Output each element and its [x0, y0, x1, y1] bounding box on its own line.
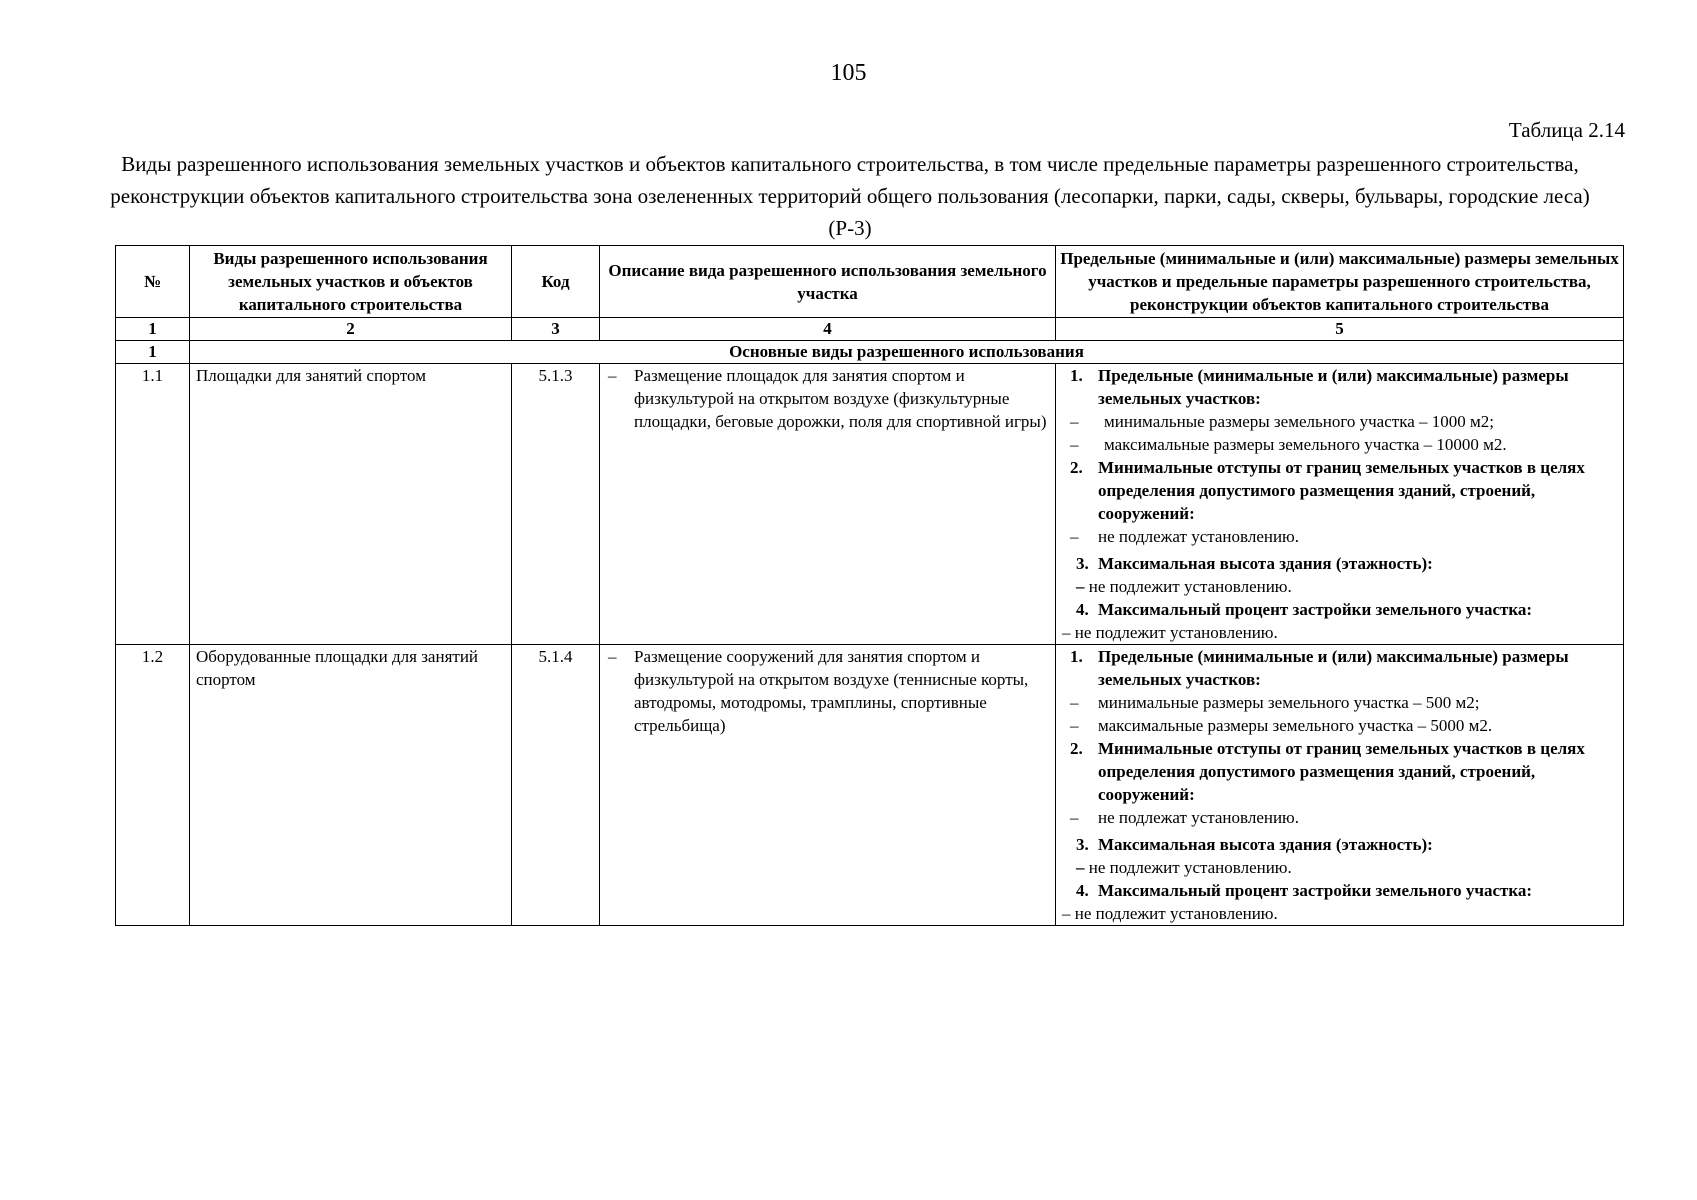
row-number: 1.1	[116, 364, 190, 645]
dash-marker: –	[1070, 435, 1079, 454]
param-value: не подлежит установлению.	[1074, 623, 1278, 642]
header-params: Предельные (минимальные и (или) максимальные) размеры земельных участков и предельные параметры разрешенного строительства, реконструкции объектов капитального строительства	[1056, 246, 1624, 318]
param-title: Предельные (минимальные и (или) максимальные) размеры земельных участков:	[1098, 647, 1569, 689]
param-title: Максимальный процент застройки земельного участка:	[1098, 881, 1533, 900]
column-number: 5	[1056, 318, 1624, 341]
dash-marker: –	[1076, 577, 1085, 596]
dash-marker: –	[1070, 693, 1079, 712]
param-min-size: минимальные размеры земельного участка – 500 м2;	[1098, 693, 1480, 712]
row-description: Размещение сооружений для занятия спортом и физкультурой на открытом воздухе (теннисные корты, автодромы, мотодромы, трамплины, спортивные стрельбища)	[634, 647, 1029, 735]
header-code: Код	[512, 246, 600, 318]
row-params-cell	[1056, 645, 1624, 926]
param-number: 3.	[1076, 835, 1089, 854]
row-number: 1.2	[116, 645, 190, 926]
section-number: 1	[116, 341, 190, 364]
row-params-cell	[1056, 364, 1624, 645]
zoning-table	[115, 245, 1624, 926]
row-description-cell	[600, 364, 1056, 645]
param-value: не подлежат установлению.	[1098, 808, 1300, 827]
param-title: Максимальная высота здания (этажность):	[1098, 554, 1433, 573]
dash-marker: –	[1070, 808, 1079, 827]
table-caption: Таблица 2.14	[1508, 118, 1625, 142]
table-row	[116, 364, 1624, 645]
param-number: 1.	[1070, 647, 1083, 666]
param-title: Предельные (минимальные и (или) максимальные) размеры земельных участков:	[1098, 366, 1569, 408]
param-number: 4.	[1076, 600, 1089, 619]
header-num: №	[116, 246, 190, 318]
row-code: 5.1.4	[512, 645, 600, 926]
param-max-size: максимальные размеры земельного участка – 10000 м2.	[1104, 435, 1507, 454]
header-types: Виды разрешенного использования земельных участков и объектов капитального строительства	[190, 246, 512, 318]
dash-marker: –	[1070, 527, 1079, 546]
dash-marker: –	[1070, 716, 1079, 735]
param-number: 1.	[1070, 366, 1083, 385]
param-number: 2.	[1070, 739, 1083, 758]
dash-marker: –	[608, 366, 617, 385]
param-title: Минимальные отступы от границ земельных участков в целях определения допустимого размещения зданий, строений, сооружений:	[1098, 458, 1585, 523]
column-number: 2	[190, 318, 512, 341]
row-code: 5.1.3	[512, 364, 600, 645]
column-number: 3	[512, 318, 600, 341]
dash-marker: –	[1062, 623, 1071, 642]
section-row	[116, 341, 1624, 364]
row-type: Площадки для занятий спортом	[190, 364, 512, 645]
row-type: Оборудованные площадки для занятий спортом	[190, 645, 512, 926]
param-title: Максимальная высота здания (этажность):	[1098, 835, 1433, 854]
header-row	[116, 246, 1624, 318]
dash-marker: –	[1076, 858, 1085, 877]
param-number: 4.	[1076, 881, 1089, 900]
table-row	[116, 645, 1624, 926]
section-title: Основные виды разрешенного использования	[190, 341, 1624, 364]
param-min-size: минимальные размеры земельного участка – 1000 м2;	[1104, 412, 1494, 431]
row-description-cell	[600, 645, 1056, 926]
param-number: 2.	[1070, 458, 1083, 477]
param-value: не подлежит установлению.	[1074, 904, 1278, 923]
param-title: Минимальные отступы от границ земельных участков в целях определения допустимого размещения зданий, строений, сооружений:	[1098, 739, 1585, 804]
column-number: 1	[116, 318, 190, 341]
param-max-size: максимальные размеры земельного участка – 5000 м2.	[1098, 716, 1493, 735]
header-description: Описание вида разрешенного использования земельного участка	[600, 246, 1056, 318]
param-value: не подлежат установлению.	[1098, 527, 1300, 546]
param-title: Максимальный процент застройки земельного участка:	[1098, 600, 1533, 619]
row-description: Размещение площадок для занятия спортом и физкультурой на открытом воздухе (физкультурные площадки, беговые дорожки, поля для спортивной игры)	[634, 366, 1047, 431]
dash-marker: –	[608, 647, 617, 666]
page-number: 105	[830, 60, 867, 86]
param-value: не подлежит установлению.	[1088, 577, 1292, 596]
table-title: Виды разрешенного использования земельных участков и объектов капитального строительства, в том числе предельные параметры разрешенного строительства, реконструкции объектов капитального строительства зона озелененных территорий общего пользования (лесопарки, парки, сады, скверы, бульвары, городские леса) (Р-3)	[110, 152, 1590, 240]
param-number: 3.	[1076, 554, 1089, 573]
dash-marker: –	[1070, 412, 1079, 431]
column-number-row	[116, 318, 1624, 341]
param-value: не подлежит установлению.	[1088, 858, 1292, 877]
dash-marker: –	[1062, 904, 1071, 923]
column-number: 4	[600, 318, 1056, 341]
